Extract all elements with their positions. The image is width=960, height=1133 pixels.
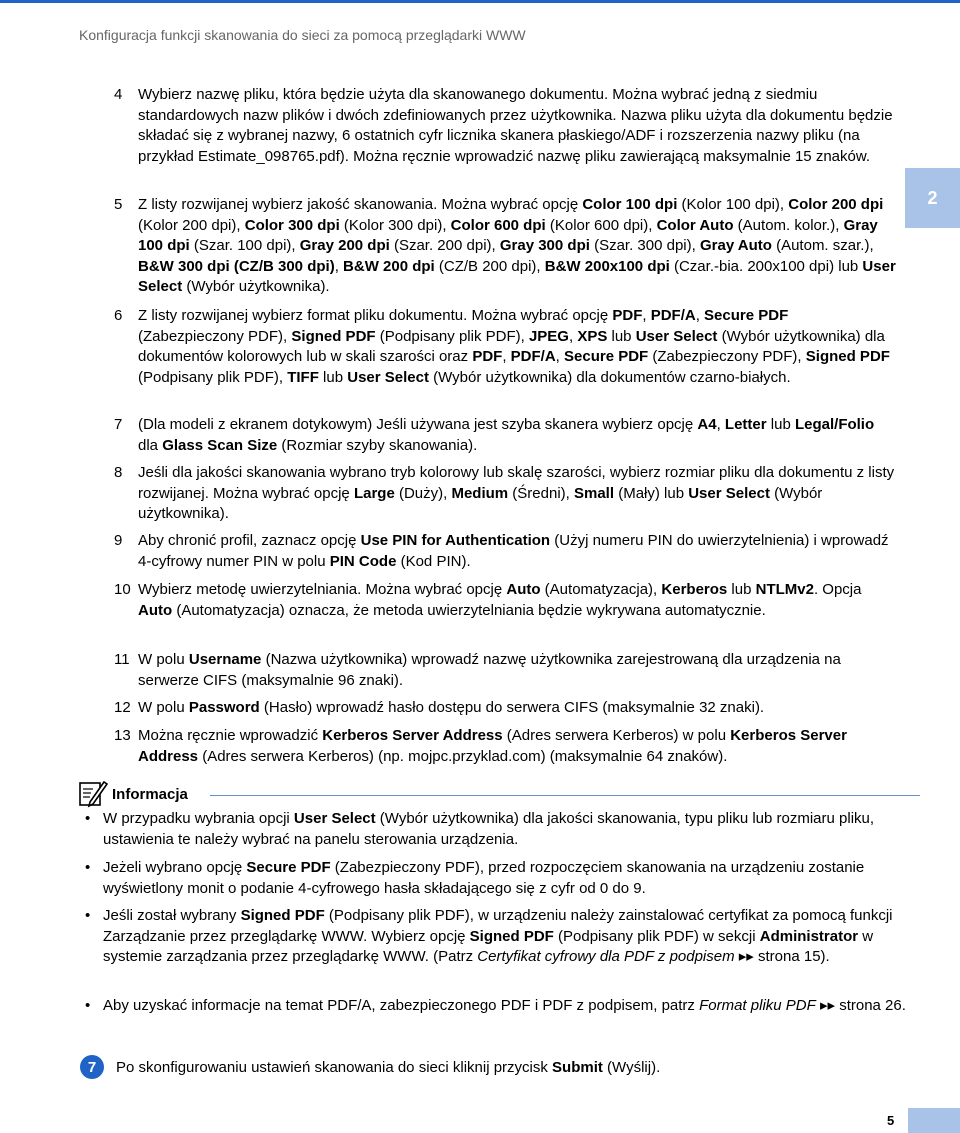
step-item: [114, 726, 898, 767]
final-step-text: Po skonfigurowaniu ustawień skanowania do sieci kliknij przycisk Submit (Wyślij).: [116, 1059, 661, 1076]
step-text: W polu Password (Hasło) wprowadź hasło dostępu do serwera CIFS (maksymalnie 32 znaki).: [138, 699, 765, 716]
step-number-badge: 7: [80, 1055, 104, 1079]
step-text: (Dla modeli z ekranem dotykowym) Jeśli używana jest szyba skanera wybierz opcję A4, Letter lub Legal/Folio dla Glass Scan Size (Rozmiar szyby skanowania).: [138, 416, 875, 454]
step-item: [114, 415, 898, 456]
step-item: [114, 580, 898, 621]
pencil-note-icon: [78, 779, 108, 809]
step-text: Aby chronić profil, zaznacz opcję Use PIN for Authentication (Użyj numeru PIN do uwierzytelnienia) i wprowadź 4-cyfrowy numer PIN w polu PIN Code (Kod PIN).: [138, 532, 889, 570]
top-rule: [0, 0, 960, 3]
step-number: 11: [114, 651, 130, 668]
step-number: 12: [114, 699, 131, 716]
page-bar: [908, 1108, 960, 1133]
bullet-dot: •: [85, 997, 91, 1014]
step-item: [114, 698, 898, 719]
note-bullet-text: W przypadku wybrania opcji User Select (Wybór użytkownika) dla jakości skanowania, typu pliku lub rozmiaru pliku, ustawienia te należy wybrać na panelu sterowania urządzenia.: [103, 810, 875, 848]
step-text: Z listy rozwijanej wybierz format pliku dokumentu. Można wybrać opcję PDF, PDF/A, Secure PDF (Zabezpieczony PDF), Signed PDF (Podpisany plik PDF), JPEG, XPS lub User Select (Wybór użytkownika) dla dokumentów kolorowych lub w skali szarości oraz PDF, PDF/A, Secure PDF (Zabezpieczony PDF), Signed PDF (Podpisany plik PDF), TIFF lub User Select (Wybór użytkownika) dla dokumentów czarno-białych.: [138, 307, 890, 386]
step-text: W polu Username (Nazwa użytkownika) wprowadź nazwę użytkownika zarejestrowaną dla urządzenia na serwerze CIFS (maksymalnie 96 znaki).: [138, 651, 841, 689]
page-number: 5: [887, 1113, 895, 1128]
step-text: Można ręcznie wprowadzić Kerberos Server Address (Adres serwera Kerberos) w polu Kerberos Server Address (Adres serwera Kerberos) (np. mojpc.przyklad.com) (maksymalnie 64 znaków).: [138, 727, 847, 765]
note-bullet-text: Jeżeli wybrano opcję Secure PDF (Zabezpieczony PDF), przed rozpoczęciem skanowania na urządzeniu zostanie wyświetlony monit o podanie 4-cyfrowego hasła składającego się z cyfr od 0 do 9.: [103, 859, 865, 897]
bullet-dot: •: [85, 907, 91, 924]
step-number: 13: [114, 727, 131, 744]
step-item: [114, 195, 898, 298]
step-text: Z listy rozwijanej wybierz jakość skanowania. Można wybrać opcję Color 100 dpi (Kolor 100 dpi), Color 200 dpi (Kolor 200 dpi), Color 300 dpi (Kolor 300 dpi), Color 600 dpi (Kolor 600 dpi), Color Auto (Autom. kolor.), Gray 100 dpi (Szar. 100 dpi), Gray 200 dpi (Szar. 200 dpi), Gray 300 dpi (Szar. 300 dpi), Gray Auto (Autom. szar.), B&W 300 dpi (CZ/B 300 dpi), B&W 200 dpi (CZ/B 200 dpi), B&W 200x100 dpi (Czar.-bia. 200x100 dpi) lub User Select (Wybór użytkownika).: [138, 196, 896, 295]
step-text: Jeśli dla jakości skanowania wybrano tryb kolorowy lub skalę szarości, wybierz rozmiar pliku dla dokumentu z listy rozwijanej. Można wybrać opcję Large (Duży), Medium (Średni), Small (Mały) lub User Select (Wybór użytkownika).: [138, 464, 895, 522]
step-text: Wybierz metodę uwierzytelniania. Można wybrać opcję Auto (Automatyzacja), Kerberos lub NTLMv2. Opcja Auto (Automatyzacja) oznacza, że metoda uwierzytelniania będzie wykrywana automatycznie.: [138, 581, 862, 619]
step-item: [114, 306, 898, 388]
page-header: Konfiguracja funkcji skanowania do sieci za pomocą przeglądarki WWW: [79, 27, 526, 43]
step-text: Wybierz nazwę pliku, która będzie użyta dla skanowanego dokumentu. Można wybrać jedną z siedmiu standardowych nazw plików i dwóch zdefiniowanych przez użytkownika. Nazwa pliku użyta dla dokumentu będzie składać się z wybranej nazwy, 6 ostatnich cyfr licznika skanera płaskiego/ADF i rozszerzenia nazwy pliku (na przykład Estimate_098765.pdf). Można ręcznie wprowadzić nazwę pliku zawierającą maksymalnie 15 znaków.: [138, 86, 893, 165]
note-bullet: [85, 858, 915, 899]
note-title: Informacja: [112, 786, 188, 803]
step-number: 9: [114, 532, 123, 549]
note-bullet-text: Aby uzyskać informacje na temat PDF/A, zabezpieczonego PDF i PDF z podpisem, patrz Format pliku PDF ▸▸ strona 26.: [103, 997, 906, 1014]
bullet-dot: •: [85, 810, 91, 827]
step-item: [114, 531, 898, 572]
chapter-tab: 2: [905, 168, 960, 228]
step-number: 4: [114, 86, 123, 103]
step-number: 5: [114, 196, 123, 213]
step-number: 10: [114, 581, 131, 598]
step-item: [114, 650, 898, 691]
note-bullet: [85, 906, 915, 968]
note-bullet: [85, 809, 915, 850]
step-number: 6: [114, 307, 123, 324]
note-bullet: [85, 996, 915, 1017]
step-item: [114, 463, 898, 525]
note-divider: [210, 795, 920, 796]
step-number: 8: [114, 464, 123, 481]
step-number: 7: [114, 416, 123, 433]
bullet-dot: •: [85, 859, 91, 876]
note-bullet-text: Jeśli został wybrany Signed PDF (Podpisany plik PDF), w urządzeniu należy zainstalować certyfikat za pomocą funkcji Zarządzanie przez przeglądarkę WWW. Wybierz opcję Signed PDF (Podpisany plik PDF) w sekcji Administrator w systemie zarządzania przez przeglądarkę WWW. (Patrz Certyfikat cyfrowy dla PDF z podpisem ▸▸ strona 15).: [103, 907, 893, 965]
step-item: [114, 85, 898, 167]
